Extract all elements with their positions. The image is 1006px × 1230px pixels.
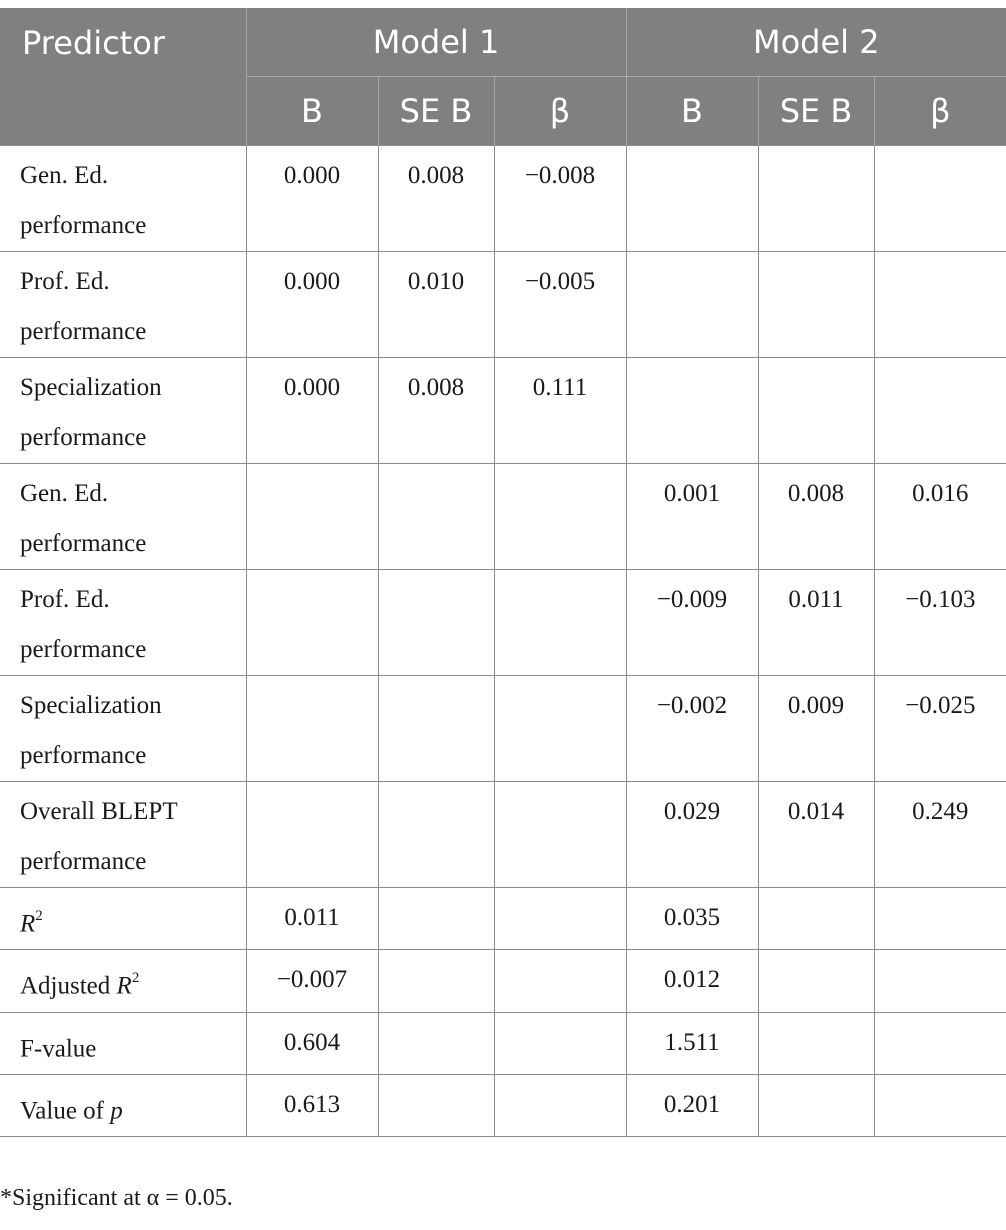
value-cell (246, 570, 378, 676)
value-cell (378, 570, 494, 676)
col-header-se-b: SE B (758, 77, 874, 146)
value-cell: 0.001 (626, 464, 758, 570)
value-cell (874, 1074, 1006, 1136)
value-cell (874, 146, 1006, 252)
value-cell: −0.009 (626, 570, 758, 676)
value-cell: 0.000 (246, 252, 378, 358)
value-cell (874, 358, 1006, 464)
value-cell (874, 950, 1006, 1012)
value-cell (874, 888, 1006, 950)
value-cell: 0.009 (758, 676, 874, 782)
col-header-se-b: SE B (378, 77, 494, 146)
value-cell: 0.000 (246, 358, 378, 464)
value-cell: 0.000 (246, 146, 378, 252)
value-cell: 1.511 (626, 1012, 758, 1074)
stat-label-cell (0, 1012, 246, 1074)
table-row (0, 570, 1006, 676)
predictor-label: Gen. Ed. (20, 162, 109, 189)
value-cell (758, 252, 874, 358)
value-cell: 0.201 (626, 1074, 758, 1136)
value-cell: −0.103 (874, 570, 1006, 676)
regression-table (0, 8, 1006, 1137)
value-cell: 0.604 (246, 1012, 378, 1074)
stat-symbol: R (20, 910, 36, 938)
value-cell (494, 950, 626, 1012)
value-cell (378, 888, 494, 950)
table-row (0, 676, 1006, 782)
predictor-label: performance (20, 742, 147, 769)
value-cell (626, 146, 758, 252)
value-cell (874, 1012, 1006, 1074)
predictor-label: performance (20, 636, 147, 663)
table-row (0, 358, 1006, 464)
value-cell (494, 1012, 626, 1074)
predictor-cell (0, 782, 246, 888)
value-cell: 0.016 (874, 464, 1006, 570)
predictor-label: Overall BLEPT (20, 798, 178, 825)
stat-label-cell (0, 950, 246, 1012)
stats-row (0, 950, 1006, 1012)
col-header-beta: β (494, 77, 626, 146)
value-cell (626, 358, 758, 464)
header-row-1 (0, 8, 1006, 77)
value-cell: 0.008 (378, 358, 494, 464)
value-cell (246, 782, 378, 888)
stat-label-cell (0, 1074, 246, 1136)
stat-superscript: 2 (131, 970, 140, 987)
predictor-cell (0, 252, 246, 358)
value-cell (758, 1012, 874, 1074)
value-cell: −0.005 (494, 252, 626, 358)
table-row (0, 464, 1006, 570)
predictor-cell (0, 358, 246, 464)
value-cell: −0.025 (874, 676, 1006, 782)
value-cell (758, 358, 874, 464)
stat-symbol: p (110, 1097, 123, 1125)
table-footnote: *Significant at α = 0.05. (0, 1185, 233, 1211)
value-cell: 0.011 (246, 888, 378, 950)
predictor-cell (0, 464, 246, 570)
model1-header: Model 1 (246, 8, 626, 77)
predictor-label: Gen. Ed. (20, 480, 109, 507)
value-cell: 0.012 (626, 950, 758, 1012)
table-row (0, 782, 1006, 888)
stat-superscript: 2 (35, 908, 43, 924)
predictor-cell (0, 570, 246, 676)
value-cell (494, 464, 626, 570)
value-cell (874, 252, 1006, 358)
predictor-label: Prof. Ed. (20, 268, 110, 295)
predictor-label: Specialization (20, 374, 162, 401)
value-cell (758, 950, 874, 1012)
value-cell (626, 252, 758, 358)
value-cell: −0.007 (246, 950, 378, 1012)
predictor-label: performance (20, 318, 147, 345)
value-cell (246, 676, 378, 782)
predictor-label: performance (20, 530, 147, 557)
value-cell (494, 888, 626, 950)
predictor-header: Predictor (0, 8, 246, 146)
value-cell (378, 1012, 494, 1074)
stat-label-prefix: Adjusted (20, 972, 117, 1000)
stat-label-prefix: F-value (20, 1034, 97, 1062)
value-cell: 0.008 (758, 464, 874, 570)
value-cell: 0.014 (758, 782, 874, 888)
predictor-label: performance (20, 424, 147, 451)
table-row (0, 252, 1006, 358)
value-cell (758, 1074, 874, 1136)
predictor-label: Prof. Ed. (20, 586, 110, 613)
value-cell (378, 1074, 494, 1136)
predictor-label: Specialization (20, 692, 162, 719)
stat-label-cell (0, 888, 246, 950)
col-header-b: B (246, 77, 378, 146)
value-cell (494, 1074, 626, 1136)
stat-label-prefix: Value of (20, 1097, 111, 1125)
table-row (0, 146, 1006, 252)
stats-row (0, 1012, 1006, 1074)
value-cell: −0.008 (494, 146, 626, 252)
predictor-label: performance (20, 848, 147, 875)
model2-header: Model 2 (626, 8, 1006, 77)
value-cell: −0.002 (626, 676, 758, 782)
value-cell: 0.029 (626, 782, 758, 888)
value-cell (246, 464, 378, 570)
stats-row (0, 1074, 1006, 1136)
value-cell (378, 782, 494, 888)
value-cell: 0.011 (758, 570, 874, 676)
value-cell: 0.249 (874, 782, 1006, 888)
value-cell: 0.111 (494, 358, 626, 464)
predictor-cell (0, 676, 246, 782)
value-cell (378, 950, 494, 1012)
col-header-b: B (626, 77, 758, 146)
value-cell: 0.035 (626, 888, 758, 950)
predictor-label: performance (20, 212, 147, 239)
value-cell (494, 782, 626, 888)
stats-row (0, 888, 1006, 950)
col-header-beta: β (874, 77, 1006, 146)
value-cell: 0.008 (378, 146, 494, 252)
stat-symbol: R (116, 972, 132, 1000)
value-cell: 0.010 (378, 252, 494, 358)
value-cell (494, 570, 626, 676)
value-cell (494, 676, 626, 782)
value-cell: 0.613 (246, 1074, 378, 1136)
value-cell (758, 888, 874, 950)
value-cell (378, 676, 494, 782)
value-cell (758, 146, 874, 252)
predictor-cell (0, 146, 246, 252)
value-cell (378, 464, 494, 570)
